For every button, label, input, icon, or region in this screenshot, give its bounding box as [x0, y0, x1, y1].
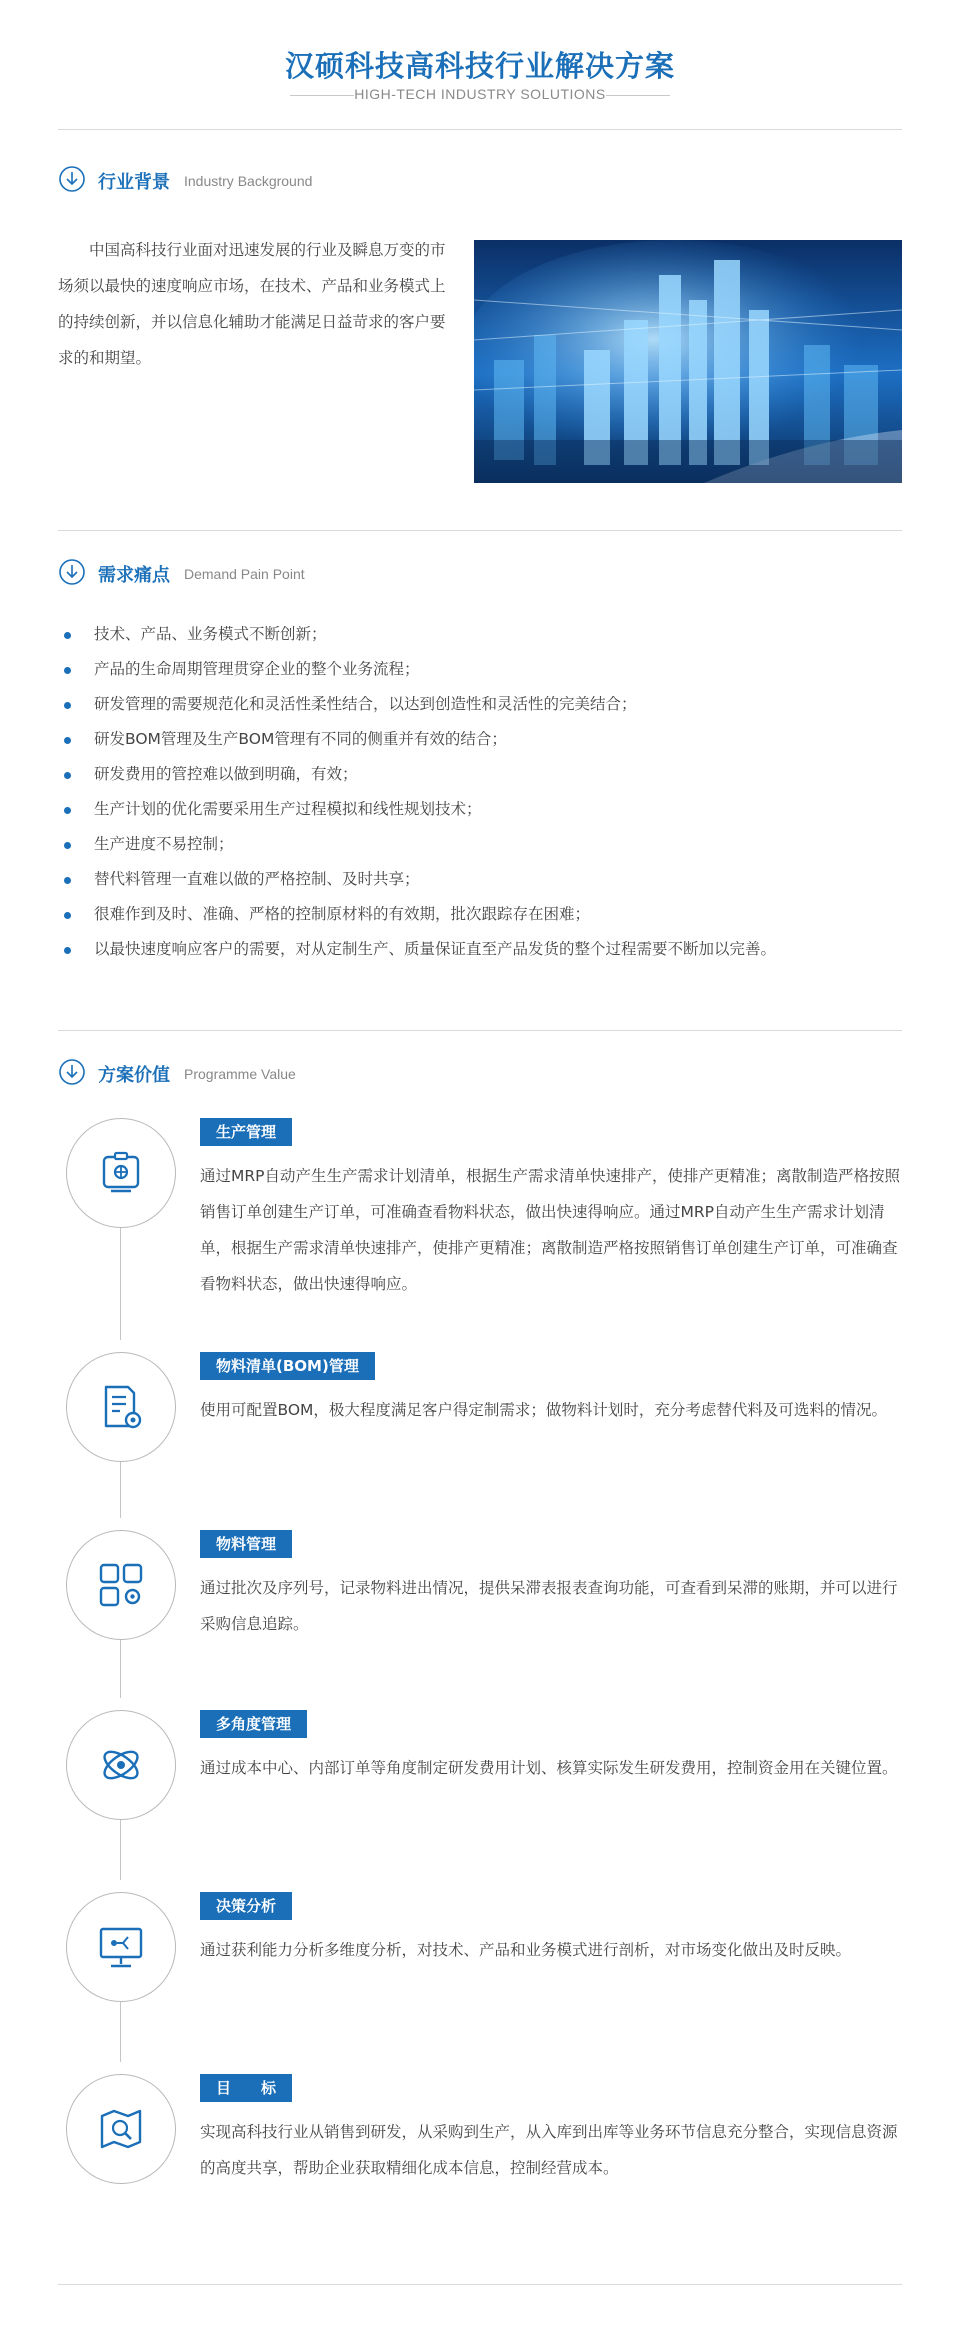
page-title: 汉硕科技高科技行业解决方案 [284, 49, 675, 83]
bullet-dot [64, 842, 71, 849]
decision-monitor-icon [96, 1922, 146, 1972]
bullet-dot [64, 632, 71, 639]
list-item: 技术、产品、业务模式不断创新； [58, 617, 902, 652]
bullet-dot [64, 772, 71, 779]
header-divider [58, 129, 902, 130]
bullet-dot [64, 737, 71, 744]
list-item: 研发管理的需要规范化和灵活性柔性结合，以达到创造性和灵活性的完美结合； [58, 687, 902, 722]
value-icon-circle [66, 2074, 176, 2184]
list-item: 生产计划的优化需要采用生产过程模拟和线性规划技术； [58, 792, 902, 827]
value-description: 通过获利能力分析多维度分析，对技术、产品和业务模式进行剖析，对市场变化做出及时反映。 [200, 1941, 852, 1959]
bullet-dot [64, 912, 71, 919]
download-circle-icon [58, 558, 86, 586]
section-divider-1 [58, 530, 902, 531]
timeline-connector [120, 1818, 121, 1880]
value-description: 实现高科技行业从销售到研发，从采购到生产，从入库到出库等业务环节信息充分整合，实现信息资源的高度共享，帮助企业获取精细化成本信息，控制经营成本。 [200, 2123, 898, 2177]
value-title-badge: 生产管理 [200, 1118, 292, 1146]
value-description: 通过批次及序列号，记录物料进出情况，提供呆滞表报表查询功能，可查看到呆滞的账期，并可以进行采购信息追踪。 [200, 1579, 898, 1633]
value-title-badge: 决策分析 [200, 1892, 292, 1920]
section-title: 方案价值 [98, 1065, 170, 1086]
section-heading-value [58, 1058, 902, 1088]
list-item: 研发BOM管理及生产BOM管理有不同的侧重并有效的结合； [58, 722, 902, 757]
page-subtitle: HIGH-TECH INDUSTRY SOLUTIONS [354, 86, 606, 102]
section-heading-background [58, 165, 902, 195]
section-title: 行业背景 [98, 172, 170, 193]
section-title: 需求痛点 [98, 565, 170, 586]
bullet-dot [64, 702, 71, 709]
list-item: 很难作到及时、准确、严格的控制原材料的有效期，批次跟踪存在困难； [58, 897, 902, 932]
list-item: 研发费用的管控难以做到明确，有效； [58, 757, 902, 792]
download-circle-icon [58, 165, 86, 193]
value-description: 使用可配置BOM，极大程度满足客户得定制需求；做物料计划时，充分考虑替代料及可选料的情况。 [200, 1401, 887, 1419]
value-title-badge: 物料清单(BOM)管理 [200, 1352, 375, 1380]
timeline-connector [120, 1226, 121, 1340]
value-title-badge: 物料管理 [200, 1530, 292, 1558]
value-icon-circle [66, 1710, 176, 1820]
timeline-connector [120, 2000, 121, 2062]
bullet-dot [64, 807, 71, 814]
value-title-badge: 多角度管理 [200, 1710, 307, 1738]
timeline-connector [120, 1638, 121, 1698]
production-icon [96, 1148, 146, 1198]
city-skyline-image [474, 240, 902, 483]
target-map-icon [96, 2104, 146, 2154]
section-heading-pain [58, 558, 902, 588]
section-title-en: Industry Background [184, 173, 313, 189]
value-icon-circle [66, 1892, 176, 2002]
subtitle-line-right [606, 95, 670, 96]
background-paragraph: 中国高科技行业面对迅速发展的行业及瞬息万变的市场须以最快的速度响应市场，在技术、产品和业务模式上的持续创新，并以信息化辅助才能满足日益苛求的客户要求的和期望。 [58, 241, 446, 367]
section-divider-2 [58, 1030, 902, 1031]
multi-angle-orbit-icon [96, 1740, 146, 1790]
pain-point-list [58, 617, 902, 967]
value-title-badge: 目 标 [200, 2074, 292, 2102]
footer-divider [58, 2284, 902, 2285]
material-grid-gear-icon [96, 1560, 146, 1610]
value-icon-circle [66, 1118, 176, 1228]
bullet-dot [64, 877, 71, 884]
bullet-dot [64, 947, 71, 954]
value-description: 通过成本中心、内部订单等角度制定研发费用计划、核算实际发生研发费用，控制资金用在关键位置。 [200, 1759, 898, 1777]
list-item: 以最快速度响应客户的需要，对从定制生产、质量保证直至产品发货的整个过程需要不断加以完善。 [58, 932, 902, 967]
section-title-en: Demand Pain Point [184, 566, 305, 582]
list-item: 产品的生命周期管理贯穿企业的整个业务流程； [58, 652, 902, 687]
value-description: 通过MRP自动产生生产需求计划清单，根据生产需求清单快速排产，使排产更精准；离散制造严格按照销售订单创建生产订单，可准确查看物料状态，做出快速得响应。通过MRP自动产生生产需求计划清单，根据生产需求清单快速排产，使排产更精准；离散制造严格按照销售订单创建生产订单，可准确查看物料状态，做出快速得响应。 [200, 1167, 900, 1293]
value-icon-circle [66, 1530, 176, 1640]
list-item: 生产进度不易控制； [58, 827, 902, 862]
download-circle-icon [58, 1058, 86, 1086]
bom-document-gear-icon [96, 1382, 146, 1432]
value-icon-circle [66, 1352, 176, 1462]
page-subtitle-row [58, 86, 902, 106]
timeline-connector [120, 1460, 121, 1518]
section-title-en: Programme Value [184, 1066, 296, 1082]
bullet-dot [64, 667, 71, 674]
list-item: 替代料管理一直难以做的严格控制、及时共享； [58, 862, 902, 897]
